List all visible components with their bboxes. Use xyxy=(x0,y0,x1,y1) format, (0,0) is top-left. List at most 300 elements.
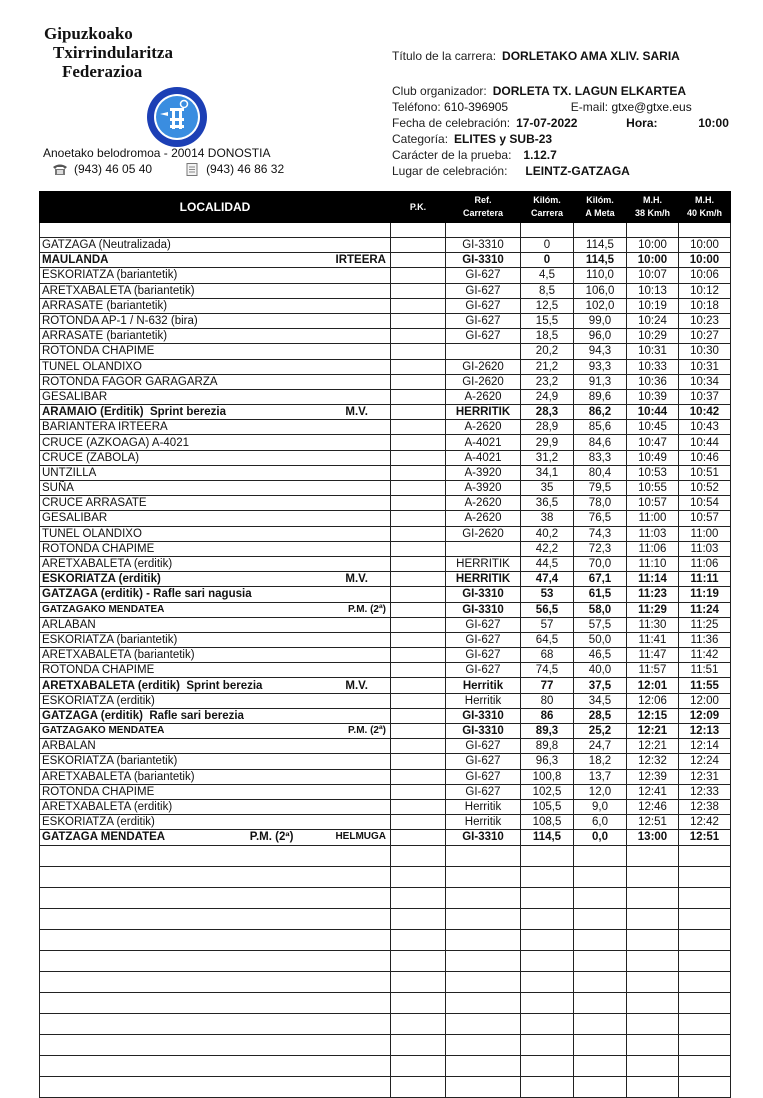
federation-name xyxy=(44,24,173,81)
federation-name-line-3: Federazioa xyxy=(62,62,143,81)
empty-cell xyxy=(627,929,679,950)
cell-mh-38: 11:14 xyxy=(627,572,679,587)
cell-mh-40: 11:36 xyxy=(679,632,731,647)
cell-localidad xyxy=(40,359,391,374)
cell-ref: GI-2620 xyxy=(446,374,521,389)
cell-pk xyxy=(391,663,446,678)
cell-ref: GI-627 xyxy=(446,268,521,283)
category-value: ELITES y SUB-23 xyxy=(454,132,553,146)
cell-mh-38: 10:39 xyxy=(627,389,679,404)
cell-ref xyxy=(446,344,521,359)
empty-cell xyxy=(446,845,521,866)
cell-ref: A-2620 xyxy=(446,511,521,526)
date-value: 17-07-2022 xyxy=(516,116,578,130)
cell-km-goal: 40,0 xyxy=(574,663,627,678)
cell-mh-40: 10:06 xyxy=(679,268,731,283)
cell-mh-40: 11:03 xyxy=(679,541,731,556)
location-name: GESALIBAR xyxy=(42,390,108,403)
cell-ref: GI-627 xyxy=(446,769,521,784)
cell-localidad xyxy=(40,344,391,359)
location-name: ARRASATE (bariantetik) xyxy=(42,299,168,312)
table-row xyxy=(40,678,731,693)
cell-mh-40: 11:00 xyxy=(679,526,731,541)
empty-cell xyxy=(40,908,391,929)
cell-ref: GI-3310 xyxy=(446,830,521,845)
cell-pk xyxy=(391,465,446,480)
empty-cell xyxy=(40,887,391,908)
cell-pk xyxy=(391,602,446,617)
empty-cell xyxy=(521,971,574,992)
cell-pk xyxy=(391,632,446,647)
cell-km-race: 28,3 xyxy=(521,405,574,420)
cell-mh-38: 10:49 xyxy=(627,450,679,465)
cell-km-goal: 93,3 xyxy=(574,359,627,374)
route-table-body xyxy=(40,223,731,1098)
cell-localidad xyxy=(40,815,391,830)
cell-mh-40: 11:11 xyxy=(679,572,731,587)
cell-pk xyxy=(391,708,446,723)
cell-pk xyxy=(391,617,446,632)
empty-cell xyxy=(679,866,731,887)
cell-ref: GI-627 xyxy=(446,632,521,647)
cell-pk xyxy=(391,587,446,602)
cell-ref: GI-627 xyxy=(446,617,521,632)
cell-mh-38: 11:30 xyxy=(627,617,679,632)
cell-km-race: 47,4 xyxy=(521,572,574,587)
cell-mh-40: 10:27 xyxy=(679,329,731,344)
table-row xyxy=(40,830,731,845)
cell-pk xyxy=(391,450,446,465)
table-row xyxy=(40,526,731,541)
location-name: GATZAGAKO MENDATEA xyxy=(42,603,165,615)
empty-cell xyxy=(679,1034,731,1055)
empty-cell xyxy=(574,1076,627,1097)
empty-cell xyxy=(627,992,679,1013)
cell-km-goal: 80,4 xyxy=(574,465,627,480)
location-name: GATZAGAKO MENDATEA xyxy=(42,725,165,737)
cell-km-goal: 13,7 xyxy=(574,769,627,784)
cell-localidad xyxy=(40,541,391,556)
cell-mh-40: 12:13 xyxy=(679,724,731,739)
cell-ref: GI-627 xyxy=(446,298,521,313)
header-mh-38: M.H. 38 Km/h xyxy=(627,192,679,223)
cell-km-goal: 94,3 xyxy=(574,344,627,359)
table-row xyxy=(40,359,731,374)
cell-pk xyxy=(391,739,446,754)
location-tag: P.M. (2ª) xyxy=(348,725,386,737)
empty-cell xyxy=(521,1076,574,1097)
empty-cell xyxy=(391,1055,446,1076)
cell-pk xyxy=(391,329,446,344)
location-name: ARETXABALETA (bariantetik) xyxy=(42,649,195,662)
cell-pk xyxy=(391,830,446,845)
empty-row xyxy=(40,1034,731,1055)
empty-cell xyxy=(627,1034,679,1055)
location-name: ARLABAN xyxy=(42,618,96,631)
location-name: ESKORIATZA (erditik) xyxy=(42,694,155,707)
cell-mh-40: 10:51 xyxy=(679,465,731,480)
cell-mh-40: 10:37 xyxy=(679,389,731,404)
cell-km-goal: 74,3 xyxy=(574,526,627,541)
cell-mh-40: 12:38 xyxy=(679,799,731,814)
cell-km-goal: 6,0 xyxy=(574,815,627,830)
empty-row xyxy=(40,1055,731,1076)
header-km-goal: Kilóm. A Meta xyxy=(574,192,627,223)
cell-ref: A-2620 xyxy=(446,496,521,511)
cell-pk xyxy=(391,496,446,511)
cell-mh-38: 12:51 xyxy=(627,815,679,830)
cell-mh-40: 10:34 xyxy=(679,374,731,389)
empty-cell xyxy=(679,845,731,866)
cell-mh-38: 12:21 xyxy=(627,739,679,754)
empty-cell xyxy=(40,866,391,887)
cell-ref: GI-627 xyxy=(446,663,521,678)
empty-cell xyxy=(446,929,521,950)
cell-km-goal: 9,0 xyxy=(574,799,627,814)
cell-localidad xyxy=(40,784,391,799)
location-name: ROTONDA CHAPIME xyxy=(42,785,155,798)
cell-mh-38: 10:55 xyxy=(627,481,679,496)
cell-ref: GI-2620 xyxy=(446,526,521,541)
race-title-line xyxy=(392,48,680,64)
empty-row xyxy=(40,929,731,950)
cell-km-race: 64,5 xyxy=(521,632,574,647)
email-value[interactable]: gtxe@gtxe.eus xyxy=(611,100,692,114)
cell-mh-40: 11:24 xyxy=(679,602,731,617)
cell-km-race: 35 xyxy=(521,481,574,496)
empty-cell xyxy=(521,1055,574,1076)
location-name: GATZAGA (Neutralizada) xyxy=(42,239,171,252)
location-tag: M.V. xyxy=(345,573,368,586)
cell-pk xyxy=(391,481,446,496)
empty-cell xyxy=(40,992,391,1013)
table-row xyxy=(40,693,731,708)
empty-cell xyxy=(446,866,521,887)
cell-mh-40: 10:57 xyxy=(679,511,731,526)
cell-pk xyxy=(391,572,446,587)
club-label: Club organizador: xyxy=(392,84,487,98)
cell-km-goal: 114,5 xyxy=(574,253,627,268)
cell-km-goal: 99,0 xyxy=(574,313,627,328)
cell-ref: HERRITIK xyxy=(446,405,521,420)
cell-km-goal: 50,0 xyxy=(574,632,627,647)
empty-row xyxy=(40,950,731,971)
location-name: ARAMAIO (Erditik) Sprint berezia xyxy=(42,406,227,419)
cell-localidad xyxy=(40,481,391,496)
cell-localidad xyxy=(40,769,391,784)
table-row xyxy=(40,587,731,602)
cell-ref: GI-3310 xyxy=(446,724,521,739)
table-row xyxy=(40,724,731,739)
cell-km-race: 38 xyxy=(521,511,574,526)
table-row xyxy=(40,344,731,359)
table-header-row xyxy=(40,192,731,223)
empty-cell xyxy=(446,1055,521,1076)
location-name: ROTONDA CHAPIME xyxy=(42,664,155,677)
cell-localidad xyxy=(40,238,391,253)
empty-cell xyxy=(679,992,731,1013)
cell-pk xyxy=(391,799,446,814)
cell-mh-38: 10:07 xyxy=(627,268,679,283)
table-row xyxy=(40,329,731,344)
cell-mh-40: 11:51 xyxy=(679,663,731,678)
cell-km-goal: 106,0 xyxy=(574,283,627,298)
federation-name-line-1: Gipuzkoako xyxy=(44,24,133,43)
cell-km-race: 4,5 xyxy=(521,268,574,283)
cell-mh-38: 11:10 xyxy=(627,556,679,571)
empty-cell xyxy=(627,971,679,992)
table-row xyxy=(40,815,731,830)
cell-ref xyxy=(446,541,521,556)
character-label: Carácter de la prueba: xyxy=(392,148,512,162)
empty-cell xyxy=(391,887,446,908)
location-name: ROTONDA AP-1 / N-632 (bira) xyxy=(42,315,198,328)
federation-fax: (943) 46 86 32 xyxy=(206,162,285,176)
empty-cell xyxy=(391,866,446,887)
empty-cell xyxy=(679,971,731,992)
empty-cell xyxy=(40,950,391,971)
empty-cell xyxy=(574,950,627,971)
table-row xyxy=(40,465,731,480)
cell-km-race: 44,5 xyxy=(521,556,574,571)
table-row xyxy=(40,238,731,253)
cell-km-race: 102,5 xyxy=(521,784,574,799)
table-row xyxy=(40,450,731,465)
cell-mh-40: 10:00 xyxy=(679,253,731,268)
cell-km-race: 89,3 xyxy=(521,724,574,739)
cell-mh-40: 12:14 xyxy=(679,739,731,754)
cell-km-goal: 18,2 xyxy=(574,754,627,769)
cell-mh-38: 10:19 xyxy=(627,298,679,313)
location-name: GATZAGA (erditik) - Rafle sari nagusia xyxy=(42,588,252,601)
location-tag: IRTEERA xyxy=(335,254,386,267)
empty-cell xyxy=(521,887,574,908)
location-name: ARBALAN xyxy=(42,740,96,753)
empty-cell xyxy=(679,950,731,971)
cell-pk xyxy=(391,268,446,283)
place-label: Lugar de celebración: xyxy=(392,164,508,178)
cell-localidad xyxy=(40,253,391,268)
empty-cell xyxy=(446,950,521,971)
location-name: ARRASATE (bariantetik) xyxy=(42,330,168,343)
header-ref: Ref. Carretera xyxy=(446,192,521,223)
cell-mh-38: 12:46 xyxy=(627,799,679,814)
cell-km-goal: 86,2 xyxy=(574,405,627,420)
location-name: SUÑA xyxy=(42,482,74,495)
cell-ref: GI-2620 xyxy=(446,359,521,374)
cell-mh-38: 12:01 xyxy=(627,678,679,693)
cell-ref: GI-3310 xyxy=(446,602,521,617)
phone-label: Teléfono: xyxy=(392,100,441,114)
empty-row xyxy=(40,992,731,1013)
empty-cell xyxy=(521,845,574,866)
location-name: ROTONDA CHAPIME xyxy=(42,542,155,555)
empty-cell xyxy=(574,866,627,887)
route-table xyxy=(39,191,731,1098)
cell-km-goal: 85,6 xyxy=(574,420,627,435)
cell-pk xyxy=(391,556,446,571)
cell-localidad xyxy=(40,420,391,435)
date-line xyxy=(392,115,729,131)
table-row xyxy=(40,481,731,496)
cell-pk xyxy=(391,769,446,784)
table-row xyxy=(40,298,731,313)
cell-km-goal: 25,2 xyxy=(574,724,627,739)
cell-mh-38: 12:06 xyxy=(627,693,679,708)
cell-mh-38: 10:13 xyxy=(627,283,679,298)
cell-ref: GI-627 xyxy=(446,739,521,754)
cell-pk xyxy=(391,389,446,404)
cell-km-race: 15,5 xyxy=(521,313,574,328)
cell-km-goal: 37,5 xyxy=(574,678,627,693)
cell-pk xyxy=(391,298,446,313)
cell-km-race: 36,5 xyxy=(521,496,574,511)
cell-mh-40: 11:25 xyxy=(679,617,731,632)
table-row xyxy=(40,617,731,632)
cell-mh-38: 11:23 xyxy=(627,587,679,602)
cell-km-race: 21,2 xyxy=(521,359,574,374)
time-label: Hora: xyxy=(626,116,658,130)
empty-cell xyxy=(446,887,521,908)
cell-mh-40: 11:06 xyxy=(679,556,731,571)
empty-cell xyxy=(679,1055,731,1076)
cell-mh-38: 13:00 xyxy=(627,830,679,845)
empty-cell xyxy=(521,992,574,1013)
empty-row xyxy=(40,1076,731,1097)
cell-mh-38: 11:06 xyxy=(627,541,679,556)
cell-km-goal: 110,0 xyxy=(574,268,627,283)
cell-ref: GI-627 xyxy=(446,283,521,298)
cell-ref: GI-3310 xyxy=(446,238,521,253)
cell-km-goal: 12,0 xyxy=(574,784,627,799)
cell-mh-38: 12:41 xyxy=(627,784,679,799)
cell-km-goal: 58,0 xyxy=(574,602,627,617)
cell-localidad xyxy=(40,374,391,389)
location-name: ESKORIATZA (bariantetik) xyxy=(42,633,178,646)
cell-km-race: 23,2 xyxy=(521,374,574,389)
cell-mh-40: 11:42 xyxy=(679,648,731,663)
empty-cell xyxy=(627,908,679,929)
date-label: Fecha de celebración: xyxy=(392,116,511,130)
location-tag: M.V. xyxy=(345,679,368,692)
cell-mh-38: 10:36 xyxy=(627,374,679,389)
location-name: MAULANDA xyxy=(42,254,109,267)
cell-km-race: 31,2 xyxy=(521,450,574,465)
cell-mh-40: 11:19 xyxy=(679,587,731,602)
cell-km-goal: 0,0 xyxy=(574,830,627,845)
cell-mh-38: 11:00 xyxy=(627,511,679,526)
cell-pk xyxy=(391,344,446,359)
cell-pk xyxy=(391,359,446,374)
empty-cell xyxy=(627,887,679,908)
location-name: TUNEL OLANDIXO xyxy=(42,360,142,373)
cell-km-race: 74,5 xyxy=(521,663,574,678)
cell-pk xyxy=(391,374,446,389)
federation-contacts xyxy=(52,161,284,177)
cell-mh-40: 11:55 xyxy=(679,678,731,693)
cell-mh-38: 11:57 xyxy=(627,663,679,678)
table-row xyxy=(40,769,731,784)
cell-mh-40: 12:42 xyxy=(679,815,731,830)
cell-ref: A-3920 xyxy=(446,481,521,496)
location-name: ESKORIATZA (erditik) xyxy=(42,816,155,829)
cell-mh-38: 10:45 xyxy=(627,420,679,435)
empty-row xyxy=(40,887,731,908)
empty-cell xyxy=(391,929,446,950)
cell-mh-38: 10:00 xyxy=(627,253,679,268)
cell-localidad xyxy=(40,511,391,526)
cell-ref: GI-627 xyxy=(446,754,521,769)
cell-ref: GI-627 xyxy=(446,648,521,663)
cell-mh-38: 10:31 xyxy=(627,344,679,359)
cell-km-race: 28,9 xyxy=(521,420,574,435)
table-row xyxy=(40,374,731,389)
cell-mh-40: 12:51 xyxy=(679,830,731,845)
cell-ref: A-2620 xyxy=(446,389,521,404)
cell-km-goal: 34,5 xyxy=(574,693,627,708)
cell-mh-38: 10:47 xyxy=(627,435,679,450)
cell-pk xyxy=(391,754,446,769)
cell-mh-40: 12:09 xyxy=(679,708,731,723)
location-name: ARETXABALETA (bariantetik) xyxy=(42,770,195,783)
cell-localidad xyxy=(40,724,391,739)
cell-km-goal: 46,5 xyxy=(574,648,627,663)
empty-cell xyxy=(391,992,446,1013)
cell-localidad xyxy=(40,693,391,708)
empty-cell xyxy=(627,1076,679,1097)
cell-km-race: 42,2 xyxy=(521,541,574,556)
cell-mh-38: 10:00 xyxy=(627,238,679,253)
location-name: ARETXABALETA (bariantetik) xyxy=(42,284,195,297)
cell-mh-38: 12:15 xyxy=(627,708,679,723)
cell-pk xyxy=(391,678,446,693)
location-name: CRUCE (AZKOAGA) A-4021 xyxy=(42,436,189,449)
table-row xyxy=(40,253,731,268)
time-value: 10:00 xyxy=(698,116,729,130)
empty-cell xyxy=(40,1076,391,1097)
table-row xyxy=(40,313,731,328)
cell-km-race: 8,5 xyxy=(521,283,574,298)
location-name: ESKORIATZA (bariantetik) xyxy=(42,269,178,282)
empty-cell xyxy=(446,971,521,992)
empty-cell xyxy=(627,866,679,887)
cell-km-race: 0 xyxy=(521,238,574,253)
cell-localidad xyxy=(40,617,391,632)
cell-localidad xyxy=(40,465,391,480)
cell-mh-38: 11:03 xyxy=(627,526,679,541)
cell-ref: A-3920 xyxy=(446,465,521,480)
federation-name-line-2: Txirrindularitza xyxy=(53,43,173,62)
cell-mh-40: 10:43 xyxy=(679,420,731,435)
table-row xyxy=(40,496,731,511)
cell-km-race: 12,5 xyxy=(521,298,574,313)
location-tag: P.M. (2ª) xyxy=(348,603,386,615)
location-name: CRUCE ARRASATE xyxy=(42,497,147,510)
empty-row xyxy=(40,866,731,887)
cell-mh-40: 12:00 xyxy=(679,693,731,708)
cell-km-goal: 84,6 xyxy=(574,435,627,450)
cell-ref: A-4021 xyxy=(446,450,521,465)
cell-km-goal: 61,5 xyxy=(574,587,627,602)
cell-ref: Herritik xyxy=(446,799,521,814)
cell-ref: GI-3310 xyxy=(446,708,521,723)
cell-km-race: 77 xyxy=(521,678,574,693)
cell-ref: Herritik xyxy=(446,693,521,708)
cell-km-goal: 76,5 xyxy=(574,511,627,526)
cell-mh-40: 10:23 xyxy=(679,313,731,328)
cell-localidad xyxy=(40,298,391,313)
fax-document-icon xyxy=(184,163,200,176)
